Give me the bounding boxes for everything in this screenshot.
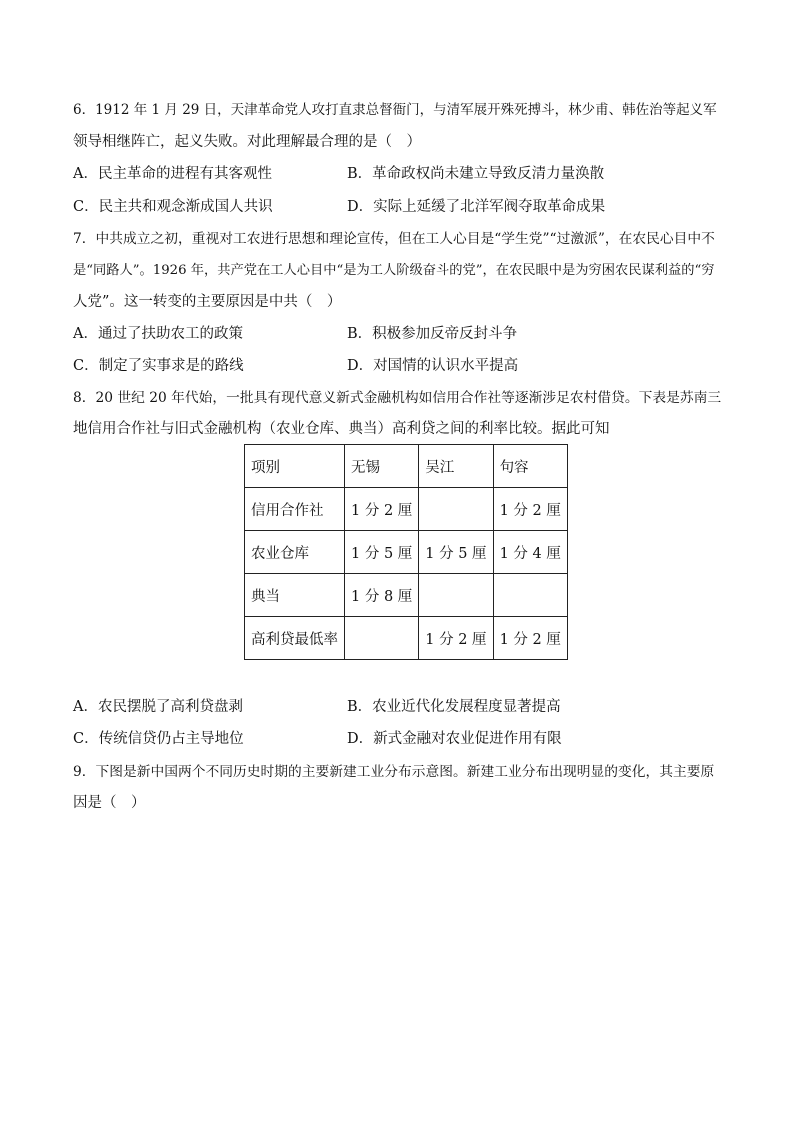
table-cell: 农业仓库: [245, 531, 345, 574]
table-cell: 1 分 2 厘: [493, 617, 567, 660]
q7-stem-line-1: 7．中共成立之初，重视对工农进行思想和理论宣传，但在工人心目是“学生党”“过激派”，在农民心目中不: [73, 231, 715, 247]
q7-option-b[interactable]: B．积极参加反帝反封斗争: [347, 326, 518, 342]
table-cell: 1 分 2 厘: [493, 488, 567, 531]
q6-stem-line-1: 6．1912 年 1 月 29 日，天津革命党人攻打直隶总督衙门，与清军展开殊死搏斗，林少甫、韩佐治等起义军: [73, 102, 717, 118]
table-cell: [419, 574, 493, 617]
q8-option-b[interactable]: B．农业近代化发展程度显著提高: [347, 699, 561, 715]
table-cell: 典当: [245, 574, 345, 617]
table-header-cell: 项别: [245, 445, 345, 488]
table-cell: [419, 488, 493, 531]
table-cell: [345, 617, 419, 660]
table-row: [245, 574, 568, 617]
table-cell: 1 分 8 厘: [345, 574, 419, 617]
table-row: [245, 488, 568, 531]
q6-option-b[interactable]: B．革命政权尚未建立导致反清力量涣散: [347, 166, 605, 182]
q6-option-c[interactable]: C．民主共和观念渐成国人共识: [73, 199, 273, 215]
table-cell: 1 分 2 厘: [419, 617, 493, 660]
q8-stem-line-1: 8．20 世纪 20 年代始，一批具有现代意义新式金融机构如信用合作社等逐渐涉足农村借贷。下表是苏南三: [73, 390, 722, 406]
table-cell: 1 分 2 厘: [345, 488, 419, 531]
table-cell: 1 分 5 厘: [419, 531, 493, 574]
q7-stem-line-2: 是“同路人”。1926 年，共产党在工人心目中“是为工人阶级奋斗的党”，在农民眼中是为穷困农民谋利益的“穷: [73, 263, 715, 278]
table-cell: 信用合作社: [245, 488, 345, 531]
q7-option-c[interactable]: C．制定了实事求是的路线: [73, 358, 244, 374]
table-cell: 高利贷最低率: [245, 617, 345, 660]
table-header-cell: 吴江: [419, 445, 493, 488]
table-cell: [493, 574, 567, 617]
q9-stem-line-1: 9．下图是新中国两个不同历史时期的主要新建工业分布示意图。新建工业分布出现明显的变化，其主要原: [73, 764, 715, 780]
q6-option-a[interactable]: A．民主革命的进程有其客观性: [73, 166, 272, 182]
q7-option-d[interactable]: D．对国情的认识水平提高: [347, 358, 519, 374]
table-row: [245, 531, 568, 574]
table-row: [245, 617, 568, 660]
q7-option-a[interactable]: A．通过了扶助农工的政策: [73, 326, 243, 342]
table-header-row: [245, 445, 568, 488]
q6-option-d[interactable]: D．实际上延缓了北洋军阀夺取革命成果: [347, 199, 606, 215]
table-header-cell: 无锡: [345, 445, 419, 488]
q6-stem-line-2: 领导相继阵亡，起义失败。对此理解最合理的是（ ）: [73, 134, 421, 150]
table-cell: 1 分 4 厘: [493, 531, 567, 574]
q8-option-a[interactable]: A．农民摆脱了高利贷盘剥: [73, 699, 243, 715]
table-cell: 1 分 5 厘: [345, 531, 419, 574]
interest-rate-table: [244, 444, 568, 660]
q8-option-d[interactable]: D．新式金融对农业促进作用有限: [347, 731, 562, 747]
q8-option-c[interactable]: C．传统信贷仍占主导地位: [73, 731, 244, 747]
table-header-cell: 句容: [493, 445, 567, 488]
q8-stem-line-2: 地信用合作社与旧式金融机构（农业仓库、典当）高利贷之间的利率比较。据此可知: [73, 421, 610, 437]
q9-stem-line-2: 因是（ ）: [73, 795, 146, 811]
q7-stem-line-3: 人党”。这一转变的主要原因是中共（ ）: [73, 294, 342, 310]
